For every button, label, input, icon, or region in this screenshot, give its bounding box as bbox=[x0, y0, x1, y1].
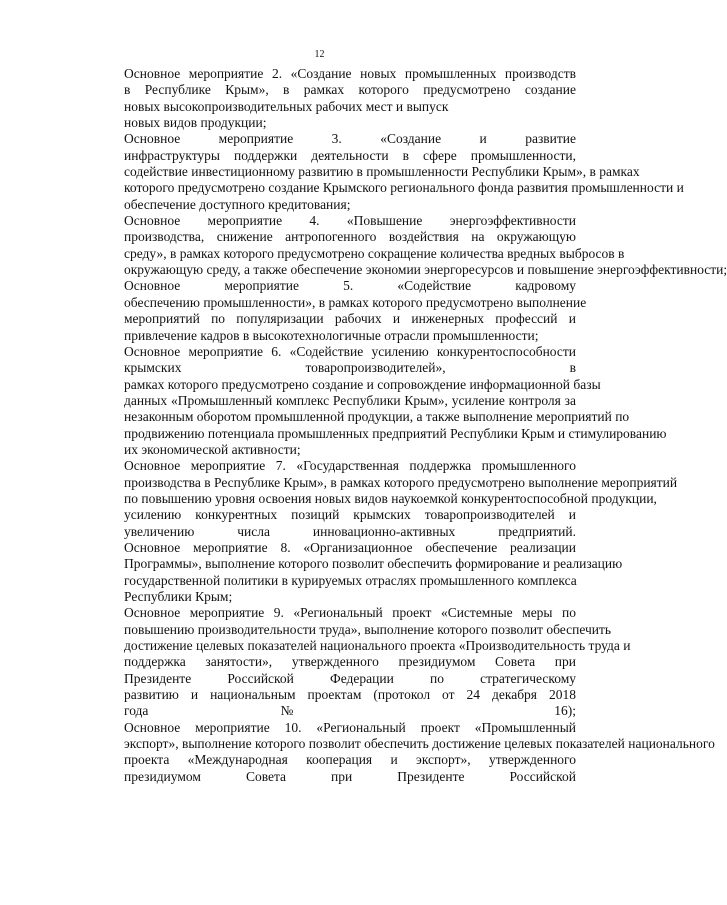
text-line: производства, снижение антропогенного воздействия на окружающую bbox=[124, 229, 576, 245]
paragraph-measure-5 bbox=[95, 278, 587, 343]
document-body bbox=[95, 66, 727, 785]
text-line: которого предусмотрено создание Крымского регионального фонда развития промышленности и bbox=[124, 180, 684, 196]
paragraph-measure-10 bbox=[95, 719, 715, 785]
text-line: Республики Крым; bbox=[124, 589, 233, 604]
text-line: Основное мероприятие 4. «Повышение энергоэффективности bbox=[124, 213, 576, 229]
paragraph-measure-3 bbox=[95, 131, 684, 213]
text-line: среду», в рамках которого предусмотрено сокращение количества вредных выбросов в bbox=[124, 245, 625, 261]
text-line: Основное мероприятие 3. «Создание и развитие bbox=[124, 131, 576, 147]
text-line: усилению конкурентных позиций крымских товаропроизводителей и bbox=[124, 507, 576, 523]
page-number: 12 bbox=[314, 49, 325, 60]
paragraph-measure-9 bbox=[95, 605, 631, 719]
text-line: окружающую среду, а также обеспечение экономии энергоресурсов и повышение энергоэффективности; bbox=[124, 262, 727, 278]
paragraph-measure-8 bbox=[95, 539, 623, 605]
text-line: рамках которого предусмотрено создание и сопровождение информационной базы bbox=[124, 376, 601, 392]
text-line: привлечение кадров в высокотехнологичные отрасли промышленности; bbox=[124, 327, 539, 343]
text-line: инфраструктуры поддержки деятельности в сфере промышленности, bbox=[124, 147, 576, 163]
text-line: содействие инвестиционному развитию в промышленности Республики Крым», в рамках bbox=[124, 164, 640, 180]
text-line: производства в Республике Крым», в рамках которого предусмотрено выполнение мероприятий bbox=[124, 474, 678, 490]
text-line: незаконным оборотом промышленной продукции, а также выполнение мероприятий по bbox=[124, 409, 630, 425]
text-line: Основное мероприятие 5. «Содействие кадровому bbox=[124, 278, 576, 294]
text-line: новых видов продукции; bbox=[124, 115, 267, 131]
text-line: года № 16); bbox=[124, 703, 576, 719]
text-line: Основное мероприятие 7. «Государственная поддержка промышленного bbox=[124, 458, 576, 474]
text-line: экспорт», выполнение которого позволит обеспечить достижение целевых показателей национального bbox=[124, 736, 715, 752]
paragraph-measure-2 bbox=[95, 66, 576, 131]
text-line: достижение целевых показателей национального проекта «Производительность труда и bbox=[124, 638, 631, 654]
text-line: обеспечение доступного кредитования; bbox=[124, 196, 351, 212]
text-line: проекта «Международная кооперация и экспорт», утвержденного bbox=[124, 752, 576, 768]
text-line: Президенте Российской Федерации по стратегическому bbox=[124, 670, 576, 686]
text-line: поддержка занятости», утвержденного президиумом Совета при bbox=[124, 654, 576, 670]
text-line: их экономической активности; bbox=[124, 441, 301, 457]
text-line: мероприятий по популяризации рабочих и инженерных профессий и bbox=[124, 311, 576, 327]
text-line: Основное мероприятие 8. «Организационное обеспечение реализации bbox=[124, 539, 576, 555]
text-line: Основное мероприятие 10. «Региональный проект «Промышленный bbox=[124, 719, 576, 735]
text-line: увеличению числа инновационно-активных предприятий. bbox=[124, 523, 576, 539]
paragraph-measure-4 bbox=[95, 213, 727, 278]
text-line: президиумом Совета при Президенте Российской bbox=[124, 768, 576, 784]
text-line: государственной политики в курируемых отраслях промышленного комплекса bbox=[124, 572, 577, 588]
paragraph-measure-6 bbox=[95, 343, 667, 458]
text-line: данных «Промышленный комплекс Республики Крым», усиление контроля за bbox=[124, 392, 576, 408]
text-line: Основное мероприятие 6. «Содействие усилению конкурентоспособности bbox=[124, 343, 576, 359]
text-line: Программы», выполнение которого позволит обеспечить формирование и реализацию bbox=[124, 556, 623, 572]
text-line: Основное мероприятие 9. «Региональный проект «Системные меры по bbox=[124, 605, 576, 621]
text-line: крымских товаропроизводителей», в bbox=[124, 360, 576, 376]
text-line: в Республике Крым», в рамках которого предусмотрено создание bbox=[124, 82, 576, 98]
text-line: повышению производительности труда», выполнение которого позволит обеспечить bbox=[124, 621, 612, 637]
text-line: по повышению уровня освоения новых видов наукоемкой конкурентоспособной продукции, bbox=[124, 490, 657, 506]
text-line: новых высокопроизводительных рабочих мест и выпуск bbox=[124, 98, 449, 114]
paragraph-measure-7 bbox=[95, 458, 678, 540]
text-line: обеспечению промышленности», в рамках которого предусмотрено выполнение bbox=[124, 294, 587, 310]
text-line: развитию и национальным проектам (протокол от 24 декабря 2018 bbox=[124, 687, 576, 703]
text-line: Основное мероприятие 2. «Создание новых промышленных производств bbox=[124, 66, 576, 81]
text-line: продвижению потенциала промышленных предприятий Республики Крым и стимулированию bbox=[124, 425, 667, 441]
